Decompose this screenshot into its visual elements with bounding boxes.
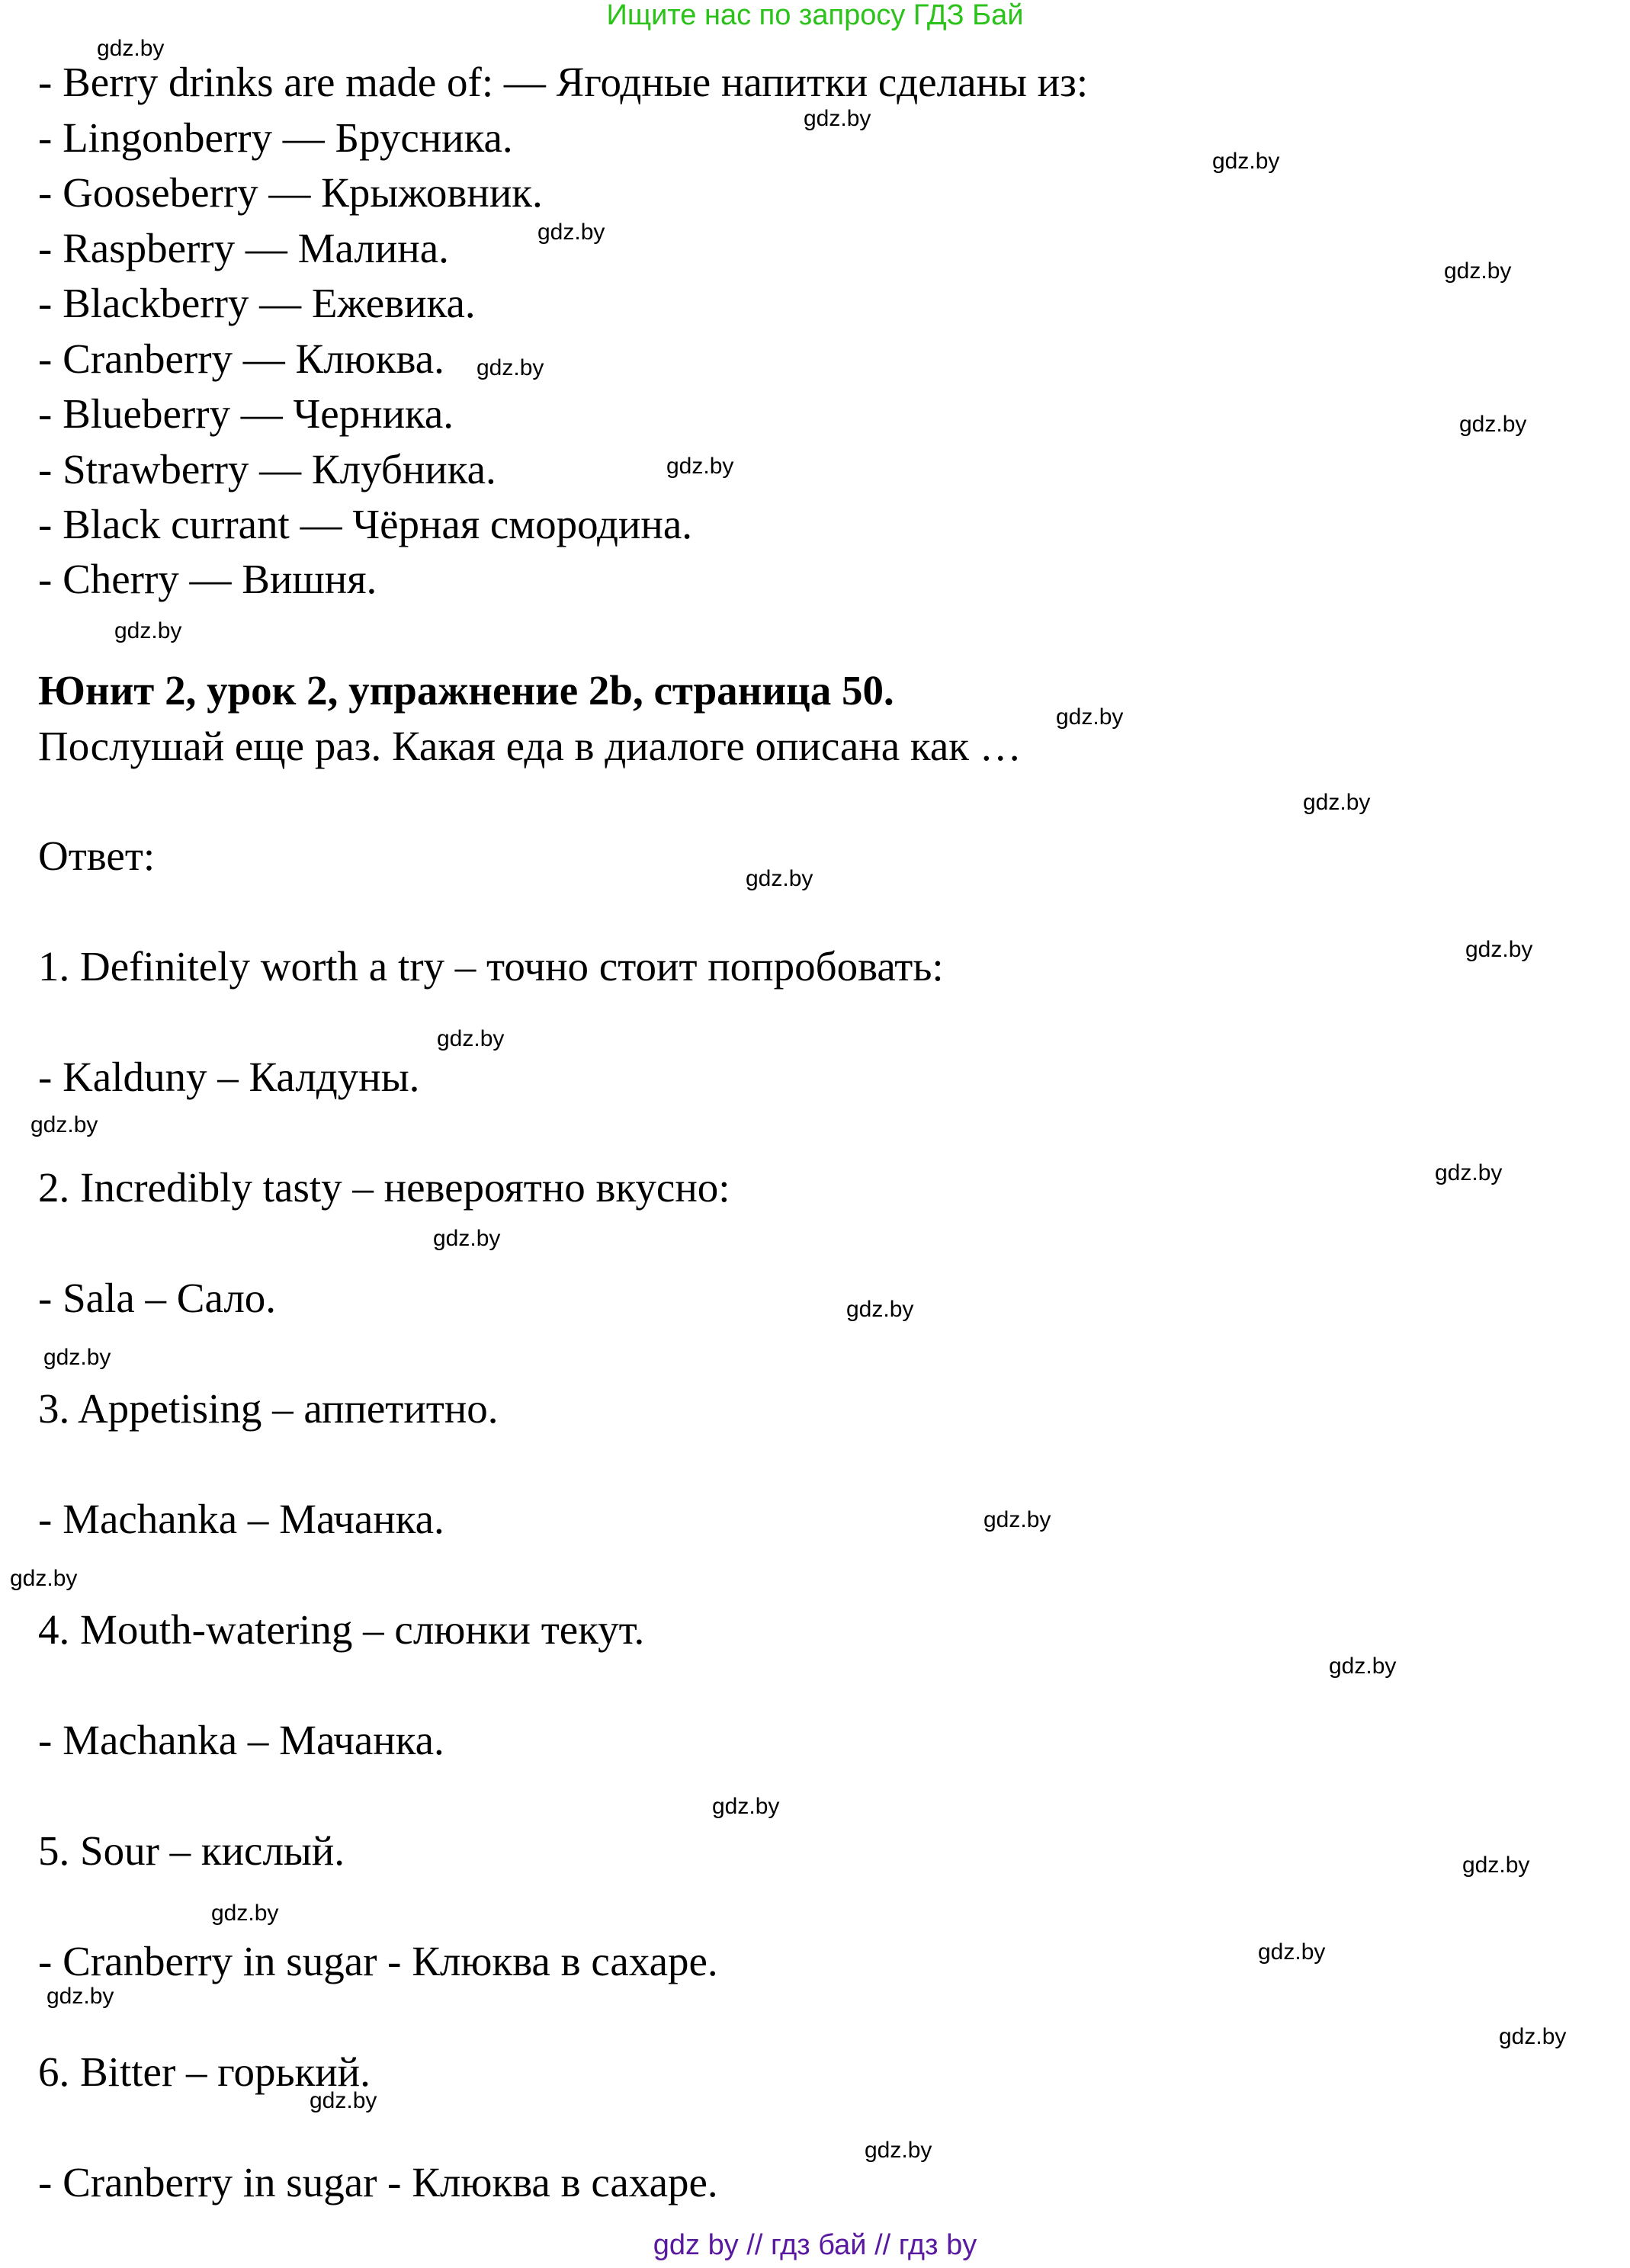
watermark: gdz.by <box>865 2138 932 2163</box>
answer-prompt-5: 5. Sour – кислый. <box>38 1827 345 1874</box>
watermark: gdz.by <box>846 1297 914 1322</box>
watermark: gdz.by <box>1499 2024 1567 2049</box>
answer-label: Ответ: <box>38 832 156 879</box>
answer-prompt-2: 2. Incredibly tasty – невероятно вкусно: <box>38 1164 730 1211</box>
berry-item-black-currant: - Black currant — Чёрная смородина. <box>38 501 693 547</box>
berry-item-cranberry: - Cranberry — Клюква. <box>38 335 444 382</box>
watermark: gdz.by <box>983 1507 1051 1532</box>
berry-item-strawberry: - Strawberry — Клубника. <box>38 446 496 492</box>
watermark: gdz.by <box>537 220 605 245</box>
watermark: gdz.by <box>1303 790 1371 815</box>
watermark: gdz.by <box>114 618 182 643</box>
watermark: gdz.by <box>433 1226 501 1251</box>
answer-food-4: - Machanka – Мачанка. <box>38 1717 444 1763</box>
top-banner: Ищите нас по запросу ГДЗ Бай <box>606 0 1024 31</box>
answer-food-5: - Cranberry in sugar - Клюква в сахаре. <box>38 1938 718 1984</box>
footer-links: gdz by // гдз бай // гдз by <box>653 2229 977 2261</box>
watermark: gdz.by <box>1459 412 1527 437</box>
exercise-task: Послушай еще раз. Какая еда в диалоге описана как … <box>38 723 1022 769</box>
berry-intro: - Berry drinks are made of: — Ягодные напитки сделаны из: <box>38 59 1089 105</box>
answer-prompt-3: 3. Appetising – аппетитно. <box>38 1385 499 1432</box>
watermark: gdz.by <box>1329 1654 1397 1679</box>
watermark: gdz.by <box>1056 704 1124 730</box>
watermark: gdz.by <box>1435 1160 1503 1185</box>
berry-item-blueberry: - Blueberry — Черника. <box>38 390 454 437</box>
watermark: gdz.by <box>47 1984 114 2009</box>
watermark: gdz.by <box>804 106 871 131</box>
answer-prompt-1: 1. Definitely worth a try – точно стоит попробовать: <box>38 943 944 990</box>
berry-item-gooseberry: - Gooseberry — Крыжовник. <box>38 169 543 216</box>
answer-prompt-4: 4. Mouth-watering – слюнки текут. <box>38 1606 645 1653</box>
watermark: gdz.by <box>43 1345 111 1370</box>
berry-item-lingonberry: - Lingonberry — Брусника. <box>38 114 513 161</box>
answer-food-1: - Kalduny – Калдуны. <box>38 1054 420 1100</box>
watermark: gdz.by <box>1465 937 1533 962</box>
exercise-heading: Юнит 2, урок 2, упражнение 2b, страница 50. <box>38 667 894 714</box>
watermark: gdz.by <box>1258 1939 1326 1965</box>
watermark: gdz.by <box>211 1901 279 1926</box>
watermark: gdz.by <box>1444 258 1512 284</box>
watermark: gdz.by <box>1462 1853 1530 1878</box>
watermark: gdz.by <box>712 1794 780 1819</box>
berry-item-raspberry: - Raspberry — Малина. <box>38 225 449 271</box>
watermark: gdz.by <box>476 355 544 380</box>
watermark: gdz.by <box>30 1112 98 1137</box>
watermark: gdz.by <box>97 36 165 61</box>
watermark: gdz.by <box>310 2088 377 2113</box>
watermark: gdz.by <box>746 866 813 891</box>
watermark: gdz.by <box>437 1026 505 1051</box>
answer-prompt-6: 6. Bitter – горький. <box>38 2048 371 2095</box>
berry-item-blackberry: - Blackberry — Ежевика. <box>38 280 476 326</box>
answer-food-2: - Sala – Сало. <box>38 1275 277 1321</box>
answer-food-3: - Machanka – Мачанка. <box>38 1496 444 1542</box>
watermark: gdz.by <box>666 454 734 479</box>
watermark: gdz.by <box>1212 149 1280 174</box>
berry-item-cherry: - Cherry — Вишня. <box>38 556 377 602</box>
watermark: gdz.by <box>10 1566 78 1591</box>
answer-food-6: - Cranberry in sugar - Клюква в сахаре. <box>38 2159 718 2205</box>
